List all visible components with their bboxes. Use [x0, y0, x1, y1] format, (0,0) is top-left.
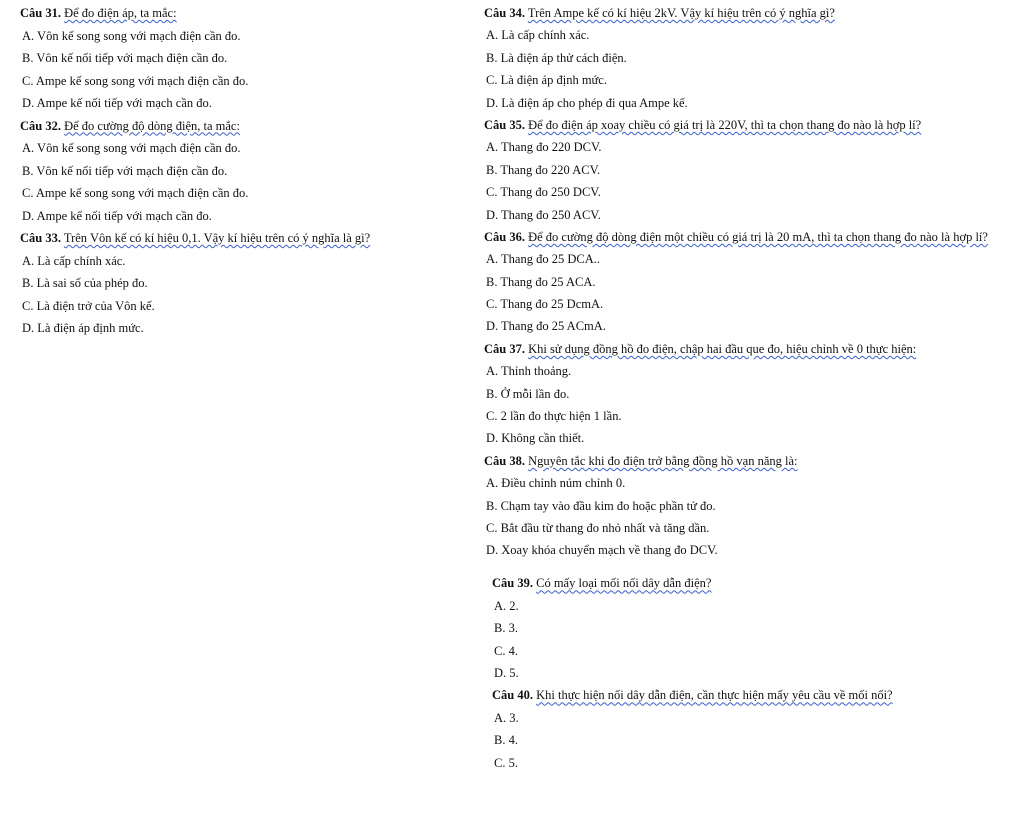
option-c: C. 2 lần đo thực hiện 1 lần.	[486, 409, 622, 424]
question-number: Câu 32.	[20, 118, 61, 133]
question-text: Để đo cường độ dòng điện, ta mắc:	[64, 118, 240, 133]
option-c: C. Thang đo 250 DCV.	[486, 185, 601, 200]
question-text: Để đo điện áp xoay chiều có giá trị là 220V, thì ta chọn thang đo nào là hợp lí?	[528, 117, 922, 132]
option-a: A. Thang đo 220 DCV.	[486, 140, 602, 155]
option-list	[484, 26, 1009, 111]
option-d: D. Ampe kế nối tiếp với mạch cần đo.	[22, 208, 212, 223]
option-b: B. Là điện áp thử cách điện.	[486, 50, 627, 65]
option-d: D. Là điện áp cho phép đi qua Ampe kế.	[486, 95, 688, 110]
question-header	[492, 686, 1009, 704]
question-37	[484, 340, 1009, 448]
question-header	[484, 340, 1009, 358]
question-text: Để đo điện áp, ta mắc:	[64, 6, 177, 20]
question-32	[20, 117, 475, 225]
question-header	[20, 117, 475, 135]
option-b: B. 3.	[494, 621, 518, 636]
question-text: Có mấy loại mối nối dây dẫn điện?	[536, 576, 712, 591]
option-list	[20, 139, 475, 225]
question-number: Câu 37.	[484, 341, 525, 356]
option-a: A. Thỉnh thoảng.	[486, 364, 572, 379]
option-b: B. Chạm tay vào đầu kim đo hoặc phần tử đo.	[486, 498, 716, 513]
option-c: C. Ampe kế song song với mạch điện cần đo.	[22, 186, 249, 200]
option-d: D. Không cần thiết.	[486, 431, 585, 446]
option-b: B. Thang đo 25 ACA.	[486, 274, 596, 289]
question-number: Câu 34.	[484, 6, 525, 20]
question-header	[20, 229, 475, 247]
right-column	[484, 4, 1009, 776]
question-39	[484, 574, 1009, 682]
option-a: A. 3.	[494, 710, 519, 725]
question-number: Câu 35.	[484, 117, 525, 132]
question-38	[484, 452, 1009, 560]
option-d: D. Thang đo 250 ACV.	[486, 207, 601, 222]
option-d: D. Thang đo 25 ACmA.	[486, 319, 606, 334]
option-c: C. Bắt đầu từ thang đo nhỏ nhất và tăng dần.	[486, 520, 710, 535]
question-header	[20, 4, 475, 22]
question-text: Trên Ampe kế có kí hiệu 2kV. Vậy kí hiệu trên có ý nghĩa gì?	[527, 6, 835, 20]
option-c: C. Thang đo 25 DcmA.	[486, 297, 604, 312]
question-number: Câu 38.	[484, 453, 525, 468]
option-b: B. Thang đo 220 ACV.	[486, 162, 601, 177]
question-33	[20, 229, 475, 337]
option-list	[484, 250, 1009, 335]
question-36	[484, 228, 1009, 336]
option-list	[484, 362, 1009, 447]
question-31	[20, 4, 475, 112]
option-a: A. Vôn kế song song với mạch điện cần đo.	[22, 141, 241, 155]
option-d: D. Ampe kế nối tiếp với mạch cần đo.	[22, 96, 212, 110]
question-text: Khi sử dụng đồng hồ đo điện, chập hai đầu que đo, hiệu chỉnh về 0 thực hiện:	[528, 341, 917, 356]
option-list	[492, 709, 1009, 772]
question-header	[484, 116, 1009, 134]
option-a: A. Điều chỉnh núm chỉnh 0.	[486, 476, 626, 491]
question-text: Khi thực hiện nối dây dẫn điện, cần thực hiện mấy yêu cầu về mối nối?	[536, 688, 893, 703]
option-b: B. Vôn kế nối tiếp với mạch điện cần đo.	[22, 163, 228, 178]
option-c: C. Là điện trở của Vôn kế.	[22, 298, 155, 313]
question-number: Câu 33.	[20, 231, 61, 245]
question-header	[492, 574, 1009, 592]
option-a: A. Là cấp chính xác.	[22, 253, 126, 268]
option-c: C. 4.	[494, 643, 518, 658]
question-text: Nguyên tắc khi đo điện trở bằng đồng hồ vạn năng là:	[528, 453, 798, 468]
option-c: C. 5.	[494, 755, 518, 770]
option-a: A. Là cấp chính xác.	[486, 28, 590, 43]
option-b: B. 4.	[494, 733, 518, 748]
option-c: C. Là điện áp định mức.	[486, 73, 607, 88]
option-d: D. 5.	[494, 665, 519, 680]
question-35	[484, 116, 1009, 224]
option-b: B. Vôn kế nối tiếp với mạch điện cần đo.	[22, 51, 228, 65]
question-header	[484, 4, 1009, 22]
question-text: Trên Vôn kế có kí hiệu 0,1. Vậy kí hiệu trên có ý nghĩa là gì?	[63, 231, 371, 245]
question-header	[484, 228, 1009, 246]
option-list	[20, 27, 475, 113]
option-b: B. Là sai số của phép đo.	[22, 276, 148, 290]
question-34	[484, 4, 1009, 112]
option-list	[484, 138, 1009, 223]
option-list	[484, 474, 1009, 559]
question-40	[484, 686, 1009, 771]
option-a: A. 2.	[494, 598, 519, 613]
question-number: Câu 36.	[484, 229, 525, 244]
question-number: Câu 31.	[20, 6, 61, 20]
question-header	[484, 452, 1009, 470]
question-number: Câu 40.	[492, 688, 533, 703]
option-d: D. Là điện áp định mức.	[22, 321, 144, 335]
option-d: D. Xoay khóa chuyển mạch về thang đo DCV.	[486, 543, 718, 558]
left-column	[20, 4, 475, 342]
option-list	[20, 252, 475, 338]
question-number: Câu 39.	[492, 576, 533, 591]
option-c: C. Ampe kế song song với mạch điện cần đo.	[22, 73, 249, 88]
question-text: Để đo cường độ dòng điện một chiều có giá trị là 20 mA, thì ta chọn thang đo nào là hợp lí?	[528, 229, 988, 244]
option-a: A. Thang đo 25 DCA..	[486, 252, 601, 267]
option-list	[492, 597, 1009, 682]
option-b: B. Ở mỗi lần đo.	[486, 386, 570, 401]
option-a: A. Vôn kế song song với mạch điện cần đo.	[22, 28, 241, 43]
